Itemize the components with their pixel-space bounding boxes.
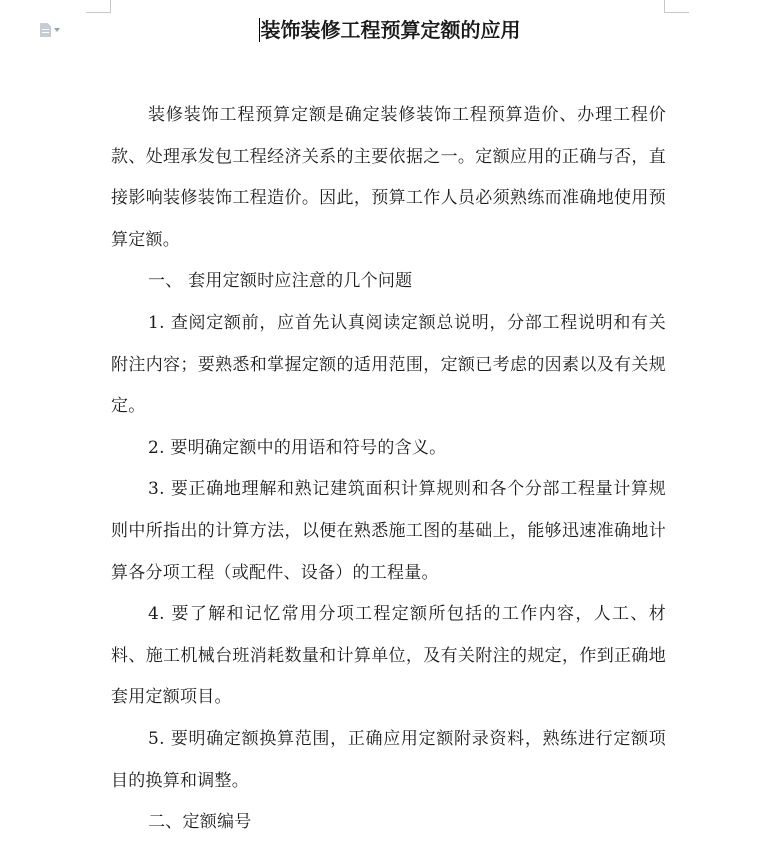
text-cursor bbox=[259, 18, 260, 42]
document-body[interactable] bbox=[111, 95, 666, 844]
list-item-1: 1. 查阅定额前，应首先认真阅读定额总说明，分部工程说明和有关附注内容；要熟悉和掌握定额的适用范围，定额已考虑的因素以及有关规定。 bbox=[111, 312, 666, 417]
list-item-4: 4. 要了解和记忆常用分项工程定额所包括的工作内容，人工、材料、施工机械台班消耗数量和计算单位，及有关附注的规定，作到正确地套用定额项目。 bbox=[111, 604, 666, 708]
intro-paragraph: 装修装饰工程预算定额是确定装修装饰工程预算造价、办理工程价款、处理承发包工程经济关系的主要依据之一。定额应用的正确与否，直接影响装修装饰工程造价。因此，预算工作人员必须熟练而准确地使用预算定额。 bbox=[111, 105, 666, 250]
document-title-line bbox=[0, 14, 779, 46]
section-heading-2: 二、定额编号 bbox=[148, 812, 252, 833]
document-title-text: 装饰装修工程预算定额的应用 bbox=[260, 18, 521, 42]
page-corner-mark-left bbox=[86, 0, 111, 13]
list-item-3: 3. 要正确地理解和熟记建筑面积计算规则和各个分部工程量计算规则中所指出的计算方法，以便在熟悉施工图的基础上，能够迅速准确地计算各分项工程（或配件、设备）的工程量。 bbox=[111, 479, 666, 583]
section-heading-1: 一、 套用定额时应注意的几个问题 bbox=[148, 271, 413, 292]
list-item-5: 5. 要明确定额换算范围，正确应用定额附录资料，熟练进行定额项目的换算和调整。 bbox=[111, 728, 666, 791]
list-item-2: 2. 要明确定额中的用语和符号的含义。 bbox=[148, 437, 447, 458]
document-title[interactable] bbox=[259, 14, 521, 46]
page-corner-mark-right bbox=[664, 0, 689, 13]
